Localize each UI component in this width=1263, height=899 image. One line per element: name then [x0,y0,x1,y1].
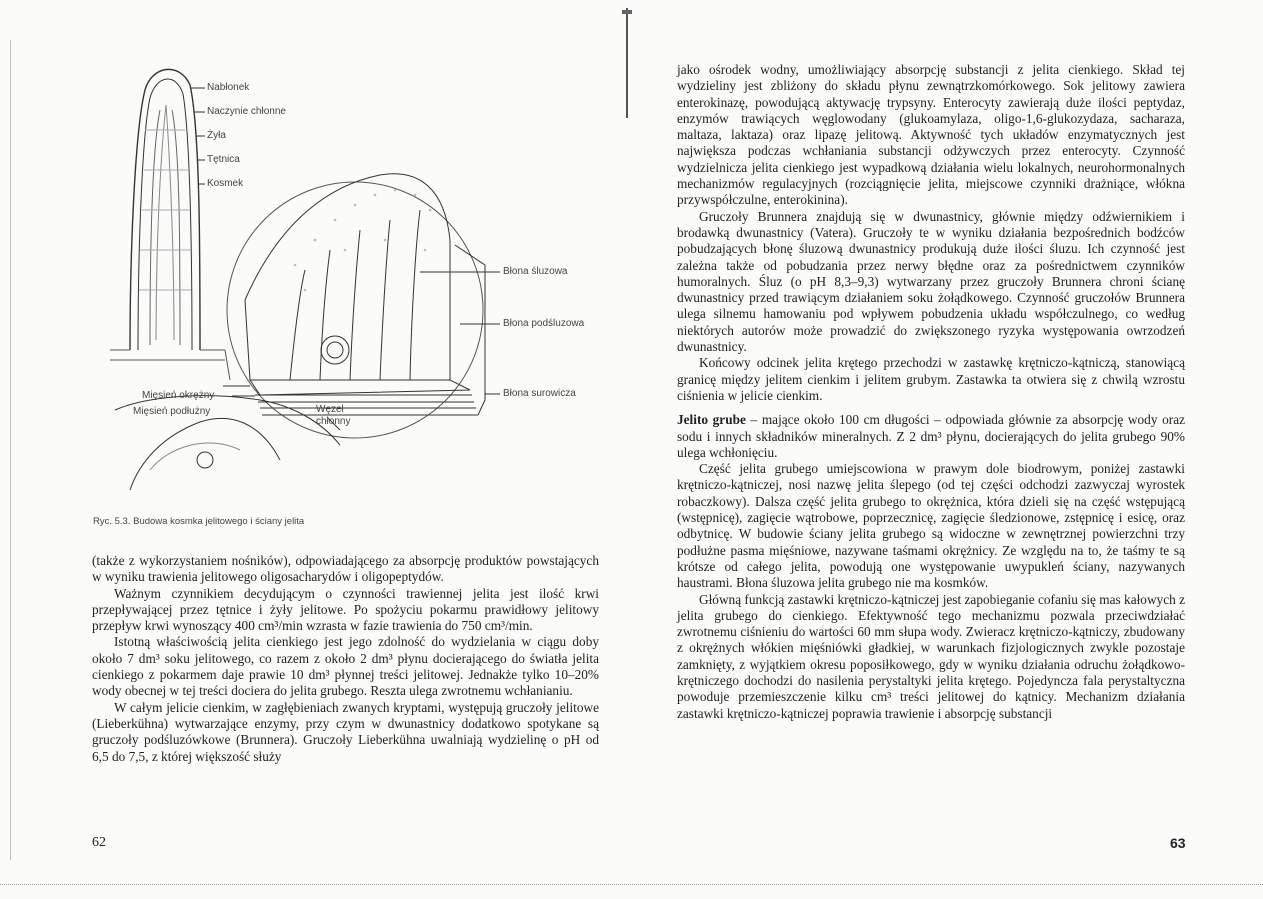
paragraph: Końcowy odcinek jelita krętego przechodzi w zastawkę krętniczo-kątniczą, stanowiącą granicę między jelitem cienkim i jelitem grubym. Zastawka ta otwiera się z chwilą wzrostu ciśnienia w jelicie cienkim. [677,355,1185,403]
paragraph: Istotną właściwością jelita cienkiego jest jego zdolność do wydzielania w ciągu doby około 7 dm³ soku jelitowego, co razem z około 2 dm³ płynu docierającego do światła jelita cienkiego z pokarmem daje prawie 10 dm³ płynnej treści jelitowej. Jednakże tylko 10–20% wody obecnej w tej treści dociera do jelita grubego. Reszta ulega zwrotnemu wchłanianiu. [92,634,599,699]
paragraph: (także z wykorzystaniem nośników), odpowiadającego za absorpcję produktów powstających w wyniku trawienia jelitowego oligosacharydów i oligopeptydów. [92,553,599,585]
paragraph: W całym jelicie cienkim, w zagłębieniach zwanych kryptami, występują gruczoły jelitowe (Lieberkühna) wytwarzające enzymy, przy czym w dwunastnicy dodatkowo spotykane są gruczoły podśluzówkowe (Brunnera). Gruczoły Lieberkühna uwalniają wydzielinę o pH od 6,5 do 7,5, z której większość służy [92,699,599,764]
label-blona-surowicza: Błona surowicza [503,388,576,399]
label-blona-podsluzowa: Błona podśluzowa [503,318,585,329]
figure-caption: Ryc. 5.3. Budowa kosmka jelitowego i ściany jelita [93,516,305,527]
label-kosmek: Kosmek [207,178,244,189]
label-zyla: Żyła [207,130,226,141]
book-spine [626,8,628,118]
paragraph: Gruczoły Brunnera znajdują się w dwunastnicy, głównie między odźwiernikiem i brodawką dwunastnicy (Vatera). Gruczoły te w wyniku działania bezpośrednich bodźców pobudzających błonę śluzową dwunastnicy produkują duże ilości śluzu. Ich czynność jest zależna także od pobudzania przez nerwy błędne oraz za pośrednictwem czynników humoralnych. Śluz (o pH 8,3–9,3) wytwarzany przez gruczoły Brunnera chroni ścianę dwunastnicy przed trawiącym działaniem soku żołądkowego. Czynność gruczołów Brunnera ulega silnemu hamowaniu pod wpływem pobudzenia układu współczulnego, co według niektórych autorów może prowadzić do zwiększonego ryzyka występowania owrzodzeń dwunastnicy. [677,208,1185,355]
left-page [0,0,625,899]
left-body-text [92,553,599,765]
page-number-right: 63 [1170,835,1186,851]
paragraph: Część jelita grubego umiejscowiona w prawym dole biodrowym, poniżej zastawki krętniczo-kątniczej, nosi nazwę jelita ślepego (od tej części odchodzi zazwyczaj wyrostek robaczkowy). Dalsza część jelita grubego to okrężnica, która dzieli się na część wstępującą (wstępnicę), zagięcie wątrobowe, poprzecznicę, zagięcie śledzionowe, zstępnicę i esicę, oraz odbytnicę. W budowie ściany jelita grubego są widoczne w zewnętrznej powierzchni trzy podłużne pasma mięśniowe, nazywane taśmami okrężnicy. Ze względu na to, że taśmy te są krótsze od całego jelita, powodują one występowanie uwypukleń ściany, nazywanych haustrami. Błona śluzowa jelita grubego nie ma kosmków. [677,461,1185,591]
section-lead-text: – mające około 100 cm długości – odpowiada głównie za absorpcję wody oraz sodu i innych składników mineralnych. Z 2 dm³ płynu, docierających do jelita grubego 90% ulega wchłonięciu. [677,412,1185,460]
label-naczynie-chlonne: Naczynie chłonne [207,106,286,117]
paragraph: jako ośrodek wodny, umożliwiający absorpcję substancji z jelita cienkiego. Skład tej wydzieliny jest zbliżony do składu płynu zewnątrzkomórkowego. Sok jelitowy zawiera enterokinazę, powodującą aktywację trypsyny. Enterocyty zawierają duże ilości peptydaz, enzymów trawiących węglowodany (glukoamylaza, oligo-1,6-glukozydaza, sacharaza, maltaza, laktaza) oraz lipazę jelitową. Aktywność tych układów enzymatycznych jest największa podczas wchłaniania substancji odżywczych przez enterocyty. Czynność wydzielnicza jelita cienkiego jest wypadkową działania wielu lokalnych, neurohormonalnych mechanizmów regulacyjnych (rozciągnięcie jelita, miejscowe czynniki drażniące, włókna przywspółczulne, enterokinina). [677,62,1185,208]
label-miesien-okrezny: Mięsień okrężny [142,390,215,401]
right-body-text [677,62,1185,722]
label-wezel: Węzeł [316,404,344,415]
label-blona-sluzowa: Błona śluzowa [503,266,568,277]
paragraph: Ważnym czynnikiem decydującym o czynności trawiennej jelita jest ilość krwi przepływającej przez tętnice i żyły jelitowe. Po spożyciu pokarmu prawidłowy jelitowy przepływ krwi wynoszący 400 cm³/min wzrasta w fazie trawienia do 750 cm³/min. [92,585,599,634]
label-nablonek: Nabłonek [207,82,250,93]
paragraph: Główną funkcją zastawki krętniczo-kątniczej jest zapobieganie cofaniu się mas kałowych z jelita grubego do cienkiego. Efektywność tego mechanizmu pozwala przeciwdziałać zwrotnemu ciśnieniu do wartości 60 mm słupa wody. Zwieracz krętniczo-kątniczy, zbudowany z okrężnych włókien mięśniówki gładkiej, w warunkach fizjologicznych zwykle pozostaje zamknięty, z wyjątkiem okresu poposiłkowego, gdy w wyniku działania odruchu żołądkowo-krętniczego dochodzi do nasilenia perystaltyki jelita krętego. Pojedyncza fala perystaltyczna powoduje przemieszczenie kilku cm³ treści jelitowej do kątnicy. Mechanizm działania zastawki krętniczo-kątniczej poprawia trawienie i absorpcję substancji [677,591,1185,721]
villus-illustration [90,50,610,510]
right-page [632,0,1263,899]
label-miesien-podluzny: Mięsień podłużny [133,406,211,417]
label-tetnica: Tętnica [207,154,240,165]
label-chlonny: chłonny [316,416,351,427]
section-heading: Jelito grube [677,412,746,428]
figure-villus [90,50,610,510]
page-number-left: 62 [92,835,106,850]
section-jelito-grube [677,412,1185,461]
